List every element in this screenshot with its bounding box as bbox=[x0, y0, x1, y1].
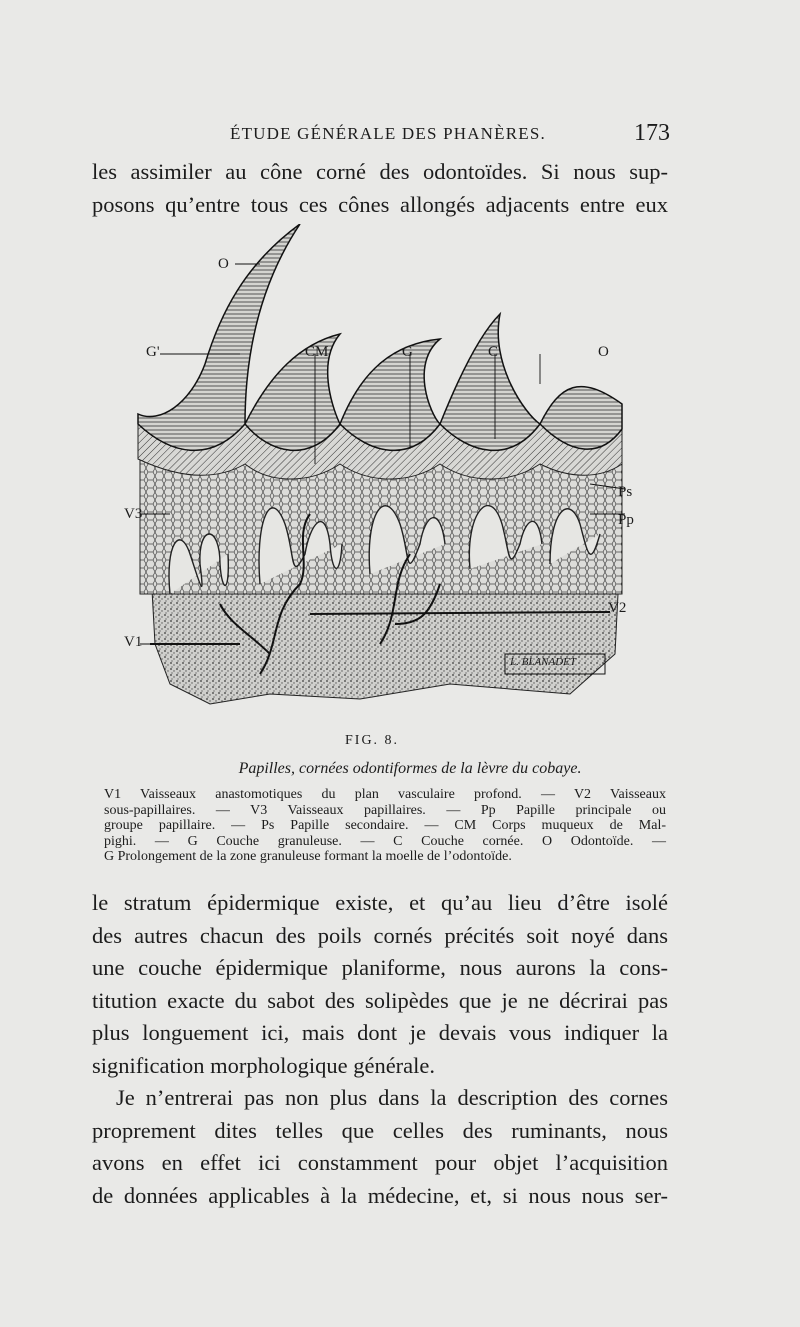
figure-illustration bbox=[110, 224, 633, 724]
text-line: avons en effet ici constamment pour objet l’acquisition bbox=[92, 1150, 668, 1175]
text-line: signification morphologique générale. bbox=[92, 1052, 436, 1078]
figure-label-g-prime: G' bbox=[146, 344, 160, 360]
figure-label-ps: Ps bbox=[618, 484, 633, 500]
text-line: posons qu’entre tous ces cônes allongés adjacents entre eux bbox=[92, 191, 668, 217]
legend-line: sous-papillaires. — V3 Vaisseaux papillaires. — Pp Papille principale ou bbox=[104, 802, 666, 818]
figure-label-c: C bbox=[488, 344, 499, 360]
text-line: le stratum épidermique existe, et qu’au lieu d’être isolé bbox=[92, 890, 668, 915]
text-line: proprement dites telles que celles des ruminants, nous bbox=[92, 1117, 668, 1143]
figure-label-pp: Pp bbox=[618, 512, 634, 528]
text-line: des autres chacun des poils cornés précités soit noyé dans bbox=[92, 922, 668, 948]
text-line: une couche épidermique planiforme, nous aurons la cons- bbox=[92, 955, 668, 980]
text-line: les assimiler au cône corné des odontoïdes. Si nous sup- bbox=[92, 159, 668, 184]
running-title: ÉTUDE GÉNÉRALE DES PHANÈRES. bbox=[230, 124, 546, 143]
figure-label-o-right: O bbox=[598, 344, 609, 360]
text-line: titution exacte du sabot des solipèdes que je ne décrirai pas bbox=[92, 987, 668, 1013]
paragraph-top bbox=[92, 156, 668, 221]
figure-label-cm: CM bbox=[305, 344, 329, 360]
figure-number: FIG. 8. bbox=[345, 733, 400, 748]
text-line: Je n’entrerai pas non plus dans la description des cornes bbox=[116, 1085, 668, 1110]
text-line: plus longuement ici, mais dont je devais vous indiquer la bbox=[92, 1020, 668, 1045]
figure-label-g: G bbox=[402, 344, 413, 360]
paragraph-bottom bbox=[92, 887, 668, 1212]
artist-signature: L. BLANADET bbox=[510, 656, 577, 668]
figure-label-v1: V1 bbox=[124, 634, 143, 650]
page-header bbox=[90, 120, 670, 150]
figure-caption-title: Papilles, cornées odontiformes de la lèvre du cobaye. bbox=[238, 760, 582, 777]
legend-line: V1 Vaisseaux anastomotiques du plan vasculaire profond. — V2 Vaisseaux bbox=[104, 787, 666, 802]
text-line: de données applicables à la médecine, et, si nous nous ser- bbox=[92, 1182, 668, 1208]
figure-legend bbox=[104, 787, 666, 865]
legend-line: G Prolongement de la zone granuleuse formant la moelle de l’odontoïde. bbox=[104, 849, 512, 864]
legend-line: groupe papillaire. — Ps Papille secondaire. — CM Corps muqueux de Mal- bbox=[104, 818, 666, 833]
page-number: 173 bbox=[634, 120, 670, 146]
legend-line: pighi. — G Couche granuleuse. — C Couche cornée. O Odontoïde. — bbox=[104, 833, 666, 849]
figure-label-o-top: O bbox=[218, 256, 229, 272]
figure-label-v2: V2 bbox=[608, 600, 627, 616]
anatomical-figure bbox=[110, 224, 634, 724]
figure-label-v3: V3 bbox=[124, 506, 143, 522]
